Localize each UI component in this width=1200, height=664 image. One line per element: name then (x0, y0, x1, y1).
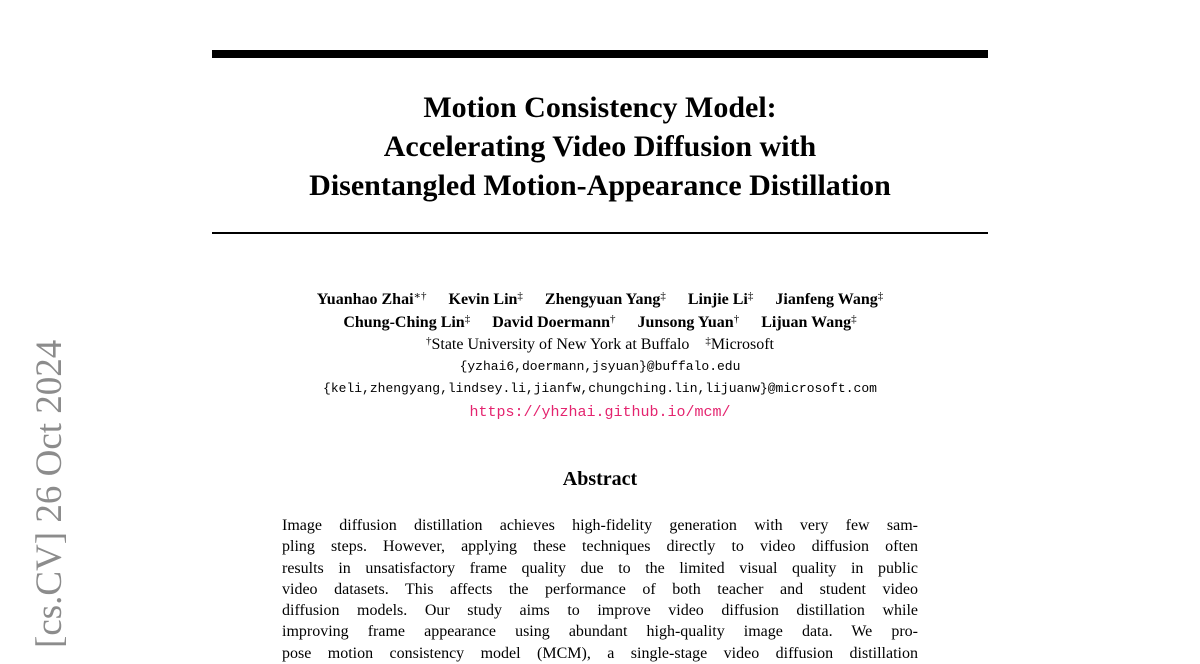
project-url-link[interactable]: https://yhzhai.github.io/mcm/ (469, 404, 731, 421)
abstract-line: video datasets. This affects the performance of both teacher and student video (282, 580, 918, 598)
abstract-line: diffusion models. Our study aims to improve video diffusion distillation while (282, 602, 918, 620)
author-name: Jianfeng Wang‡ (775, 290, 884, 308)
author-name: David Doermann† (492, 313, 616, 331)
arxiv-margin-stamp: [cs.CV] 26 Oct 2024 (29, 339, 70, 648)
abstract-heading: Abstract (562, 468, 638, 490)
paper-title (212, 88, 988, 205)
abstract-line: results in unsatisfactory frame quality due to the limited visual quality in public (282, 559, 918, 577)
abstract-line: Image diffusion distillation achieves high-fidelity generation with very few sam- (282, 517, 918, 534)
affiliation: ‡Microsoft (705, 335, 774, 353)
author-row-2 (212, 311, 988, 334)
author-row-1 (212, 288, 988, 311)
abstract-line: improving frame appearance using abundant high-quality image data. We pro- (282, 623, 918, 641)
title-line-1: Motion Consistency Model: (423, 91, 777, 124)
abstract-line: pose motion consistency model (MCM), a single-stage video diffusion distillation (282, 644, 918, 662)
abstract-body (282, 515, 918, 664)
email-line-buffalo: {yzhai6,doermann,jsyuan}@buffalo.edu (459, 359, 741, 374)
author-name: Junsong Yuan† (637, 313, 740, 331)
affiliation: †State University of New York at Buffalo (425, 335, 690, 353)
title-top-rule (212, 50, 988, 58)
abstract-line: pling steps. However, applying these techniques directly to video diffusion often (282, 538, 918, 556)
author-name: Lijuan Wang‡ (761, 313, 857, 331)
email-line-microsoft: {keli,zhengyang,lindsey.li,jianfw,chungching.lin,lijuanw}@microsoft.com (323, 381, 877, 396)
title-line-2: Accelerating Video Diffusion with (383, 130, 817, 163)
author-block (212, 288, 988, 426)
author-name: Chung-Ching Lin‡ (343, 313, 471, 331)
author-name: Zhengyuan Yang‡ (544, 290, 666, 308)
author-name: Linjie Li‡ (687, 290, 754, 308)
author-name: Kevin Lin‡ (448, 290, 523, 308)
author-name: Yuanhao Zhai∗† (316, 290, 427, 308)
title-line-3: Disentangled Motion-Appearance Distillation (309, 169, 891, 202)
title-bottom-rule (212, 232, 988, 234)
affiliation-line (212, 334, 988, 356)
